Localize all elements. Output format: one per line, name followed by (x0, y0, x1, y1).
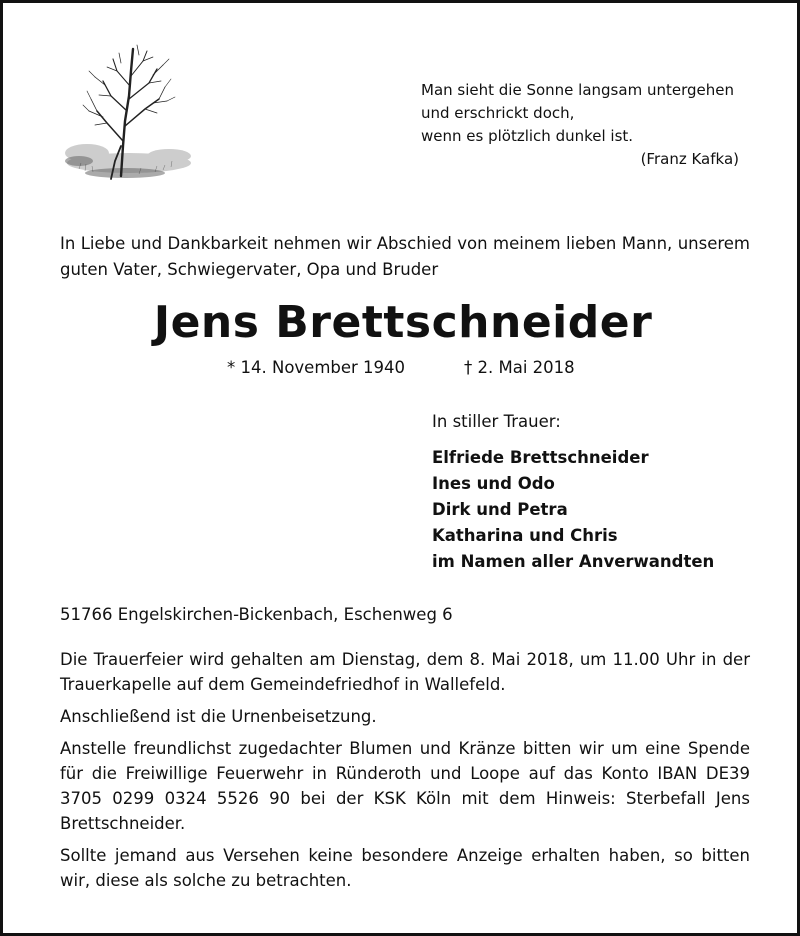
mourner-name: Dirk und Petra (432, 500, 568, 519)
urn-burial-paragraph: Anschließend ist die Urnenbeisetzung. (60, 707, 377, 726)
deceased-name: Jens Brettschneider (153, 297, 653, 348)
mourner-name: im Namen aller Anverwandten (432, 552, 715, 571)
mourning-label: In stiller Trauer: (432, 412, 561, 431)
funeral-details (60, 647, 750, 900)
quote-line-1: Man sieht die Sonne langsam untergehen (421, 81, 734, 99)
mourner-name: Elfriede Brettschneider (432, 448, 649, 467)
tree-illustration (59, 41, 199, 201)
kafka-quote (421, 79, 739, 171)
funeral-service-paragraph: Die Trauerfeier wird gehalten am Dienstag, dem 8. Mai 2018, um 11.00 Uhr in der Trauerkapelle auf dem Gemeindefriedhof in Wallefeld. (60, 650, 750, 694)
birth-date: * 14. November 1940 (227, 358, 406, 377)
donation-paragraph: Anstelle freundlichst zugedachter Blumen und Kränze bitten wir um eine Spende für die Freiwillige Feuerwehr in Ründeroth und Loope auf das Konto IBAN DE39 3705 0299 0324 5526 90 bei der KSK Köln mit dem Hinweis: Sterbefall Jens Brettschneider. (60, 739, 750, 833)
mourner-name: Ines und Odo (432, 474, 555, 493)
notice-paragraph: Sollte jemand aus Versehen keine besondere Anzeige erhalten haben, so bitten wir, diese als solche zu betrachten. (60, 846, 750, 890)
death-date: † 2. Mai 2018 (464, 358, 575, 377)
mourner-name: Katharina und Chris (432, 526, 618, 545)
quote-author: (Franz Kafka) (640, 150, 739, 168)
mourners-block (432, 409, 714, 575)
family-address: 51766 Engelskirchen-Bickenbach, Eschenweg 6 (60, 605, 453, 624)
quote-line-2: und erschrickt doch, (421, 104, 575, 122)
quote-line-3: wenn es plötzlich dunkel ist. (421, 127, 634, 145)
intro-text: In Liebe und Dankbarkeit nehmen wir Abschied von meinem lieben Mann, unserem guten Vater, Schwiegervater, Opa und Bruder (60, 234, 750, 279)
